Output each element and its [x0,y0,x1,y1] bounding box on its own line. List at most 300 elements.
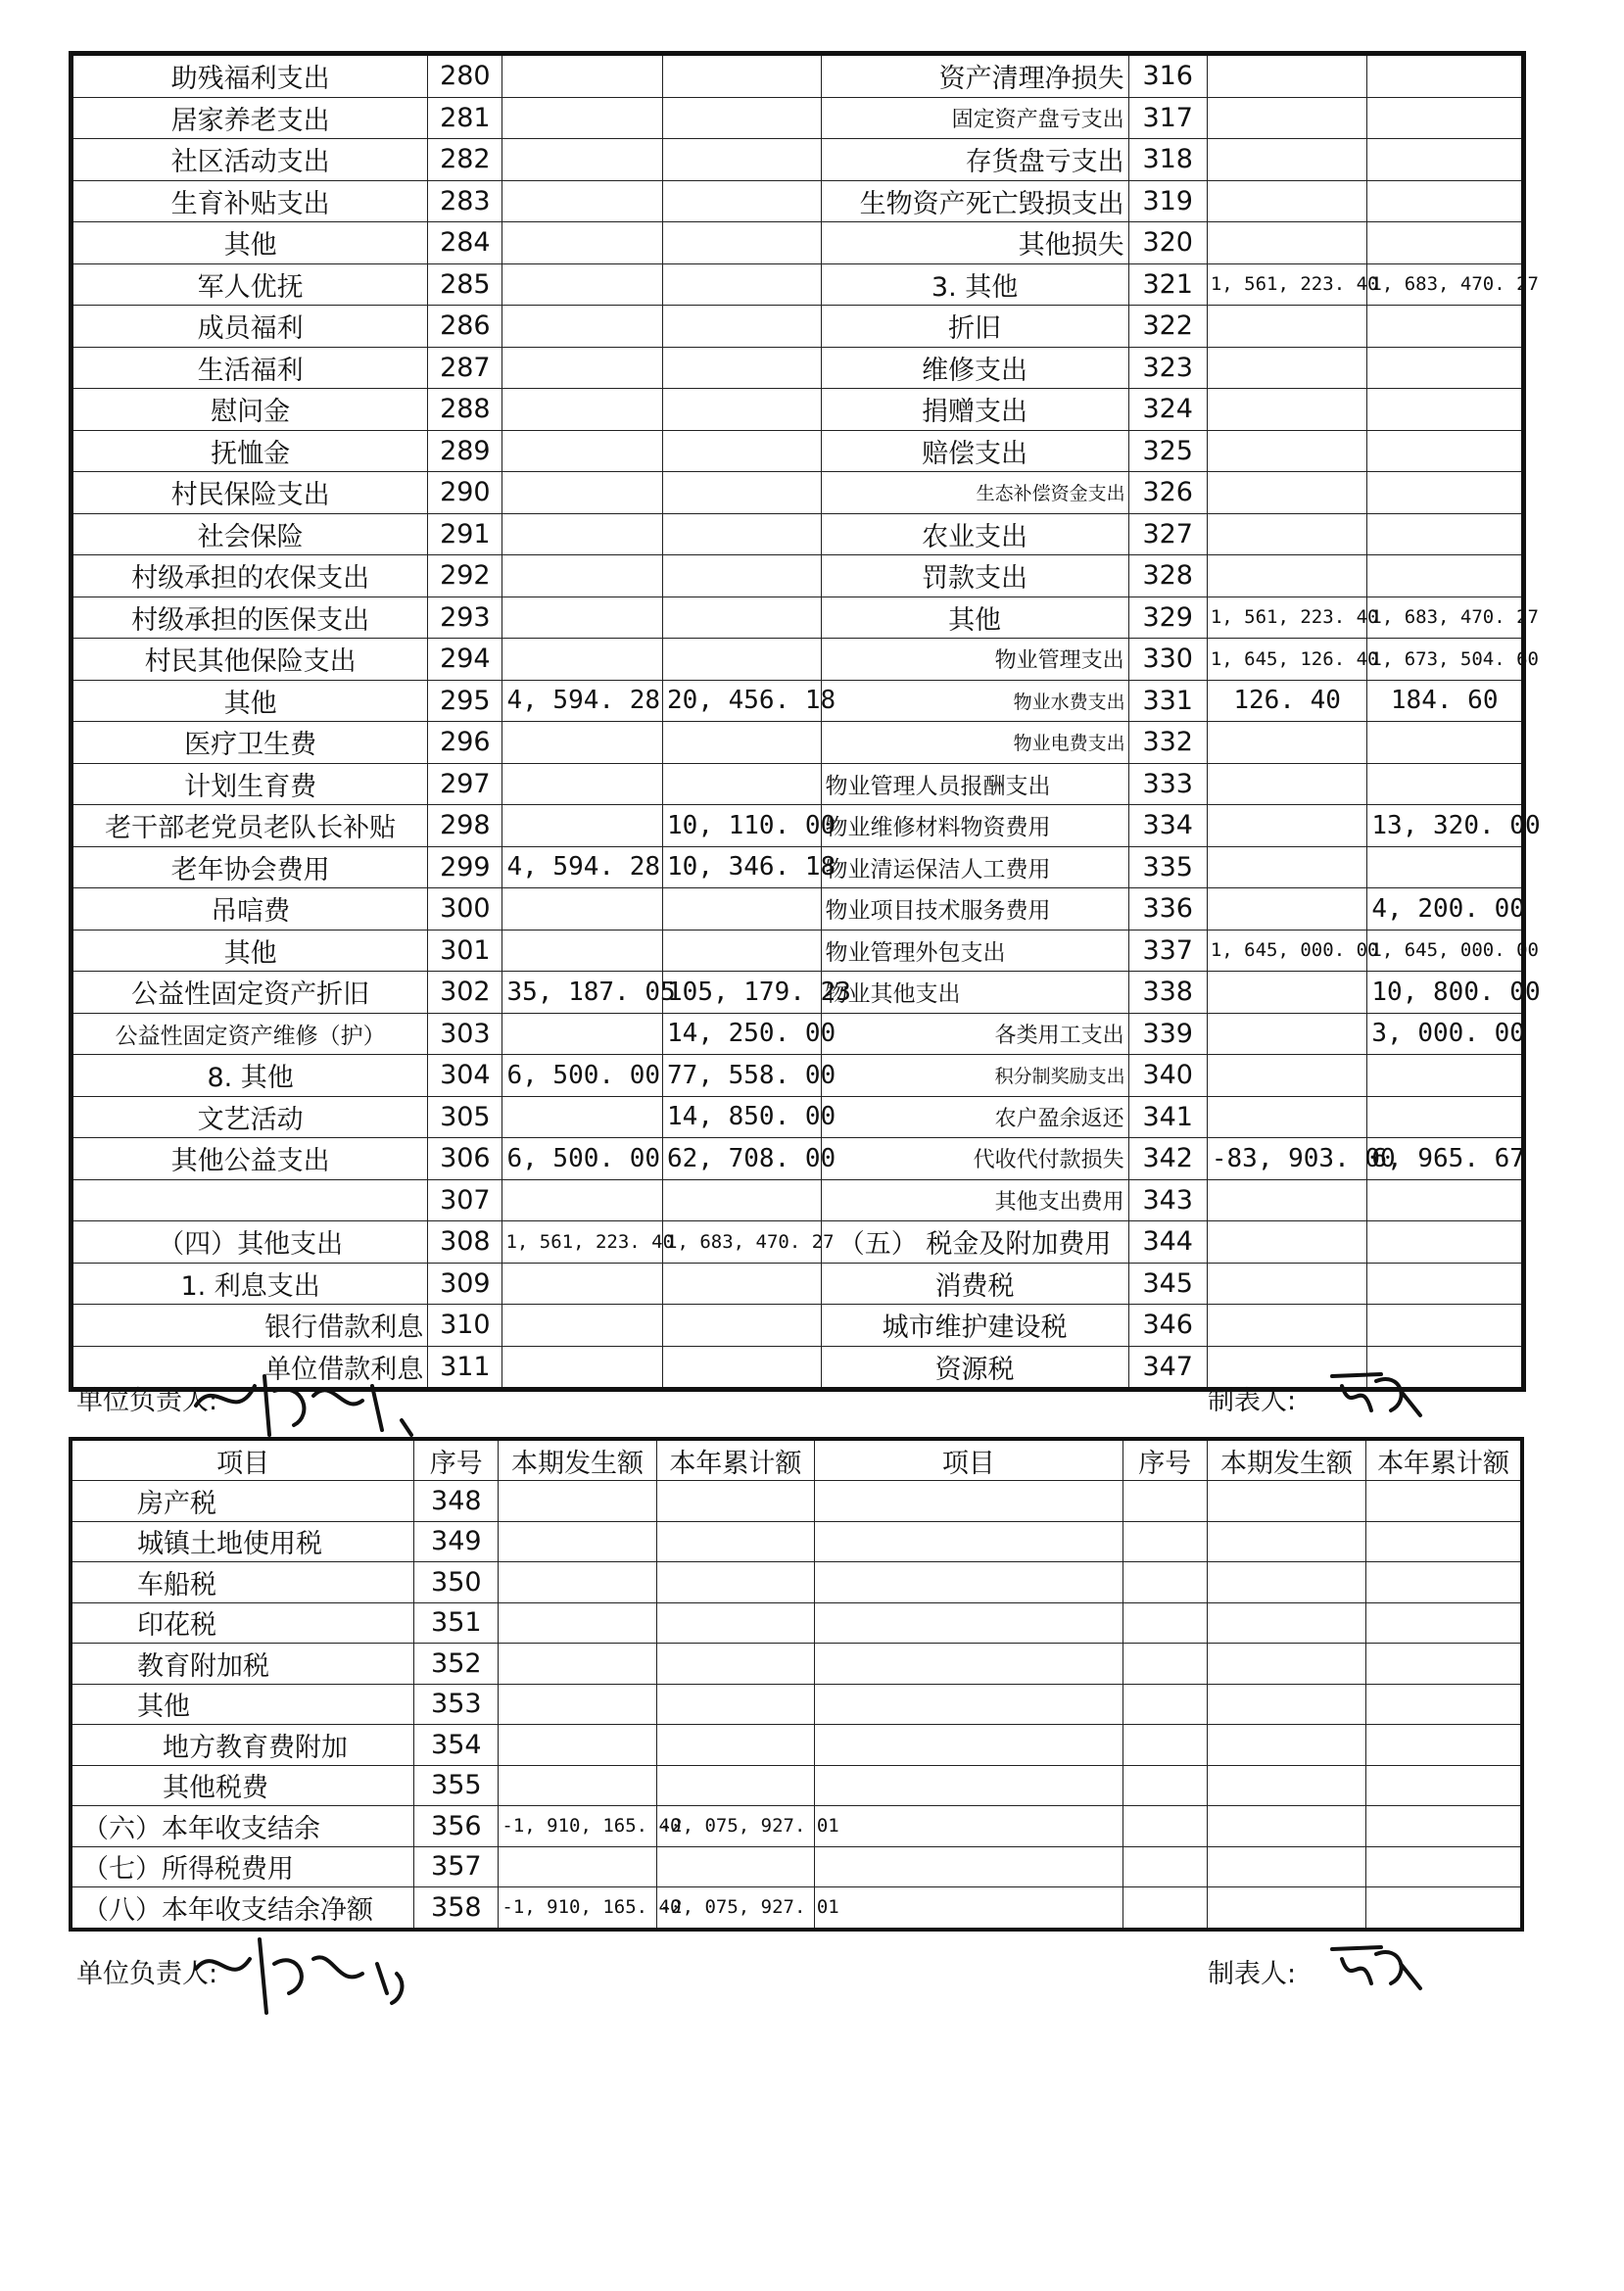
current-amount: 1, 561, 223. 40 [1207,597,1367,639]
current-amount [1207,846,1367,888]
empty-cell [1207,1644,1365,1685]
current-amount: 6, 500. 00 [502,1138,663,1180]
current-amount [502,597,663,639]
empty-cell [1122,1846,1207,1887]
table-row [72,1221,1524,1264]
ytd-amount: 77, 558. 00 [663,1055,822,1097]
empty-cell [815,1725,1123,1766]
current-amount [1207,763,1367,805]
item-label: 助残福利支出 [72,54,428,98]
row-number: 329 [1128,597,1207,639]
row-number: 291 [428,513,502,555]
row-number: 306 [428,1138,502,1180]
item-label: 文艺活动 [72,1096,428,1138]
ytd-amount: -2, 075, 927. 01 [656,1887,814,1930]
row-number: 353 [414,1684,499,1725]
current-amount [502,1179,663,1221]
item-label: 物业项目技术服务费用 [821,888,1128,931]
empty-cell [1366,1846,1522,1887]
item-label: 社会保险 [72,513,428,555]
row-number: 332 [1128,722,1207,764]
table-row [71,1725,1522,1766]
row-number: 339 [1128,1013,1207,1055]
table-row [72,180,1524,222]
row-number: 351 [414,1602,499,1644]
current-amount: 4, 594. 28 [502,680,663,722]
row-number: 310 [428,1305,502,1347]
principal-label-2: 单位负责人: [76,1959,218,1989]
ytd-amount: 13, 320. 00 [1367,805,1524,847]
ytd-amount [663,306,822,348]
column-header: 项目 [71,1439,414,1481]
item-label: 代收代付款损失 [821,1138,1128,1180]
ytd-amount: 1, 683, 470. 27 [1367,597,1524,639]
current-amount [1207,1096,1367,1138]
item-label: 生物资产死亡毁损支出 [821,180,1128,222]
item-label: 资源税 [821,1346,1128,1390]
ytd-amount: 1, 683, 470. 27 [663,1221,822,1264]
table-row [72,1096,1524,1138]
current-amount [502,472,663,514]
ytd-amount [1367,1055,1524,1097]
row-number: 305 [428,1096,502,1138]
row-number: 341 [1128,1096,1207,1138]
current-amount [499,1481,656,1522]
ytd-amount [1367,1179,1524,1221]
table-row [71,1806,1522,1847]
ytd-amount [1367,1096,1524,1138]
row-number: 285 [428,263,502,306]
empty-cell [1366,1521,1522,1562]
row-number: 296 [428,722,502,764]
ytd-amount [663,180,822,222]
preparer-label-2: 制表人: [1208,1959,1297,1989]
item-label: 其他 [821,597,1128,639]
row-number: 282 [428,139,502,181]
row-number: 299 [428,846,502,888]
table-row [71,1684,1522,1725]
ytd-amount: 20, 456. 18 [663,680,822,722]
current-amount [1207,1013,1367,1055]
empty-cell [1207,1806,1365,1847]
table-row [72,263,1524,306]
current-amount [502,54,663,98]
item-label: 消费税 [821,1263,1128,1305]
ytd-amount: 14, 850. 00 [663,1096,822,1138]
item-label: 物业管理外包支出 [821,930,1128,972]
empty-cell [1366,1684,1522,1725]
row-number: 320 [1128,222,1207,264]
row-number: 323 [1128,347,1207,389]
empty-cell [1207,1725,1365,1766]
ytd-amount [1367,763,1524,805]
row-number: 290 [428,472,502,514]
item-label: 地方教育费附加 [71,1725,414,1766]
row-number: 284 [428,222,502,264]
row-number: 283 [428,180,502,222]
empty-cell [1366,1725,1522,1766]
ytd-amount [1367,1221,1524,1264]
item-label: 村民保险支出 [72,472,428,514]
ytd-amount [1367,389,1524,431]
current-amount [502,139,663,181]
row-number: 344 [1128,1221,1207,1264]
ytd-amount [1367,180,1524,222]
current-amount [502,1305,663,1347]
empty-cell [815,1602,1123,1644]
item-label: 物业其他支出 [821,972,1128,1014]
ytd-amount [663,1305,822,1347]
current-amount [502,930,663,972]
table-row [72,972,1524,1014]
row-number: 324 [1128,389,1207,431]
current-amount [1207,472,1367,514]
item-label: 资产清理净损失 [821,54,1128,98]
item-label: 生活福利 [72,347,428,389]
ytd-amount [663,347,822,389]
row-number: 348 [414,1481,499,1522]
current-amount [499,1521,656,1562]
table-row [72,888,1524,931]
empty-cell [1122,1765,1207,1806]
table-row [72,1055,1524,1097]
row-number: 347 [1128,1346,1207,1390]
row-number: 349 [414,1521,499,1562]
ytd-amount [663,139,822,181]
empty-cell [1122,1644,1207,1685]
empty-cell [1122,1725,1207,1766]
current-amount [499,1765,656,1806]
table-row [72,306,1524,348]
row-number: 350 [414,1562,499,1603]
ytd-amount: 6, 965. 67 [1367,1138,1524,1180]
ytd-amount: 62, 708. 00 [663,1138,822,1180]
item-label: 车船税 [71,1562,414,1603]
row-number: 318 [1128,139,1207,181]
item-label: 其他 [71,1684,414,1725]
table-row [72,513,1524,555]
ytd-amount [1367,1263,1524,1305]
row-number: 293 [428,597,502,639]
expense-table-top [69,51,1541,1392]
table-row [72,763,1524,805]
ytd-amount [663,472,822,514]
row-number: 288 [428,389,502,431]
current-amount [1207,222,1367,264]
item-label: 成员福利 [72,306,428,348]
table-row [72,1179,1524,1221]
row-number: 346 [1128,1305,1207,1347]
row-number: 334 [1128,805,1207,847]
column-header: 项目 [815,1439,1123,1481]
item-label: 各类用工支出 [821,1013,1128,1055]
item-label: 农业支出 [821,513,1128,555]
item-label: 其他 [72,680,428,722]
ytd-amount [656,1644,814,1685]
empty-cell [1366,1765,1522,1806]
row-number: 345 [1128,1263,1207,1305]
row-number: 357 [414,1846,499,1887]
empty-cell [1207,1887,1365,1930]
current-amount: -83, 903. 00 [1207,1138,1367,1180]
current-amount [1207,1305,1367,1347]
current-amount: 6, 500. 00 [502,1055,663,1097]
item-label: 积分制奖励支出 [821,1055,1128,1097]
principal-signature [176,1347,431,1445]
empty-cell [1122,1806,1207,1847]
ytd-amount: 10, 800. 00 [1367,972,1524,1014]
current-amount [1207,54,1367,98]
item-label: 老年协会费用 [72,846,428,888]
row-number: 343 [1128,1179,1207,1221]
table-row [72,846,1524,888]
table-row [71,1602,1522,1644]
row-number: 311 [428,1346,502,1390]
empty-cell [1207,1481,1365,1522]
item-label: 8. 其他 [72,1055,428,1097]
current-amount [1207,805,1367,847]
item-label: 其他支出费用 [821,1179,1128,1221]
item-label: 赔偿支出 [821,430,1128,472]
item-label [72,1179,428,1221]
table-row [72,1263,1524,1305]
current-amount [502,1096,663,1138]
ytd-amount [1367,513,1524,555]
row-number: 294 [428,639,502,681]
empty-cell [815,1765,1123,1806]
current-amount [1207,972,1367,1014]
ytd-amount [1367,430,1524,472]
item-label: 捐赠支出 [821,389,1128,431]
row-number: 304 [428,1055,502,1097]
ytd-amount [656,1481,814,1522]
row-number: 317 [1128,97,1207,139]
empty-cell [1122,1562,1207,1603]
ytd-amount [656,1684,814,1725]
current-amount [499,1562,656,1603]
empty-cell [815,1644,1123,1685]
current-amount [499,1725,656,1766]
row-number: 337 [1128,930,1207,972]
row-number: 308 [428,1221,502,1264]
item-label: 房产税 [71,1481,414,1522]
current-amount [1207,139,1367,181]
empty-cell [815,1684,1123,1725]
ytd-amount [663,888,822,931]
item-label: 物业维修材料物资费用 [821,805,1128,847]
item-label: 物业管理人员报酬支出 [821,763,1128,805]
row-number: 298 [428,805,502,847]
current-amount [1207,1263,1367,1305]
row-number: 297 [428,763,502,805]
row-number: 330 [1128,639,1207,681]
empty-cell [815,1846,1123,1887]
table-row [72,805,1524,847]
current-amount [502,347,663,389]
item-label: 其他 [72,222,428,264]
item-label: 公益性固定资产维修（护） [72,1013,428,1055]
row-number: 326 [1128,472,1207,514]
row-number: 300 [428,888,502,931]
row-number: 325 [1128,430,1207,472]
empty-cell [1207,1765,1365,1806]
ytd-amount [1367,54,1524,98]
item-label: （八）本年收支结余净额 [71,1887,414,1930]
table-row [71,1846,1522,1887]
table-row [72,680,1524,722]
item-label: 其他税费 [71,1765,414,1806]
empty-cell [1366,1562,1522,1603]
principal-signature-2 [176,1915,421,2023]
empty-cell [1207,1684,1365,1725]
current-amount [499,1846,656,1887]
ytd-amount: 10, 110. 00 [663,805,822,847]
empty-cell [1122,1684,1207,1725]
current-amount [502,1346,663,1390]
item-label: 吊唁费 [72,888,428,931]
row-number: 335 [1128,846,1207,888]
ytd-amount [1367,306,1524,348]
preparer-signature-2 [1322,1930,1430,1998]
current-amount [1207,306,1367,348]
row-number: 354 [414,1725,499,1766]
row-number: 336 [1128,888,1207,931]
table-row [71,1521,1522,1562]
current-amount [1207,888,1367,931]
empty-cell [815,1521,1123,1562]
current-amount [502,306,663,348]
ytd-amount [663,597,822,639]
current-amount [1207,430,1367,472]
ytd-amount [1367,347,1524,389]
current-amount [502,555,663,597]
ytd-amount [663,222,822,264]
ytd-amount [656,1521,814,1562]
item-label: 物业清运保洁人工费用 [821,846,1128,888]
table-row [72,430,1524,472]
tax-table-bottom [69,1437,1524,1932]
ytd-amount [656,1725,814,1766]
item-label: 物业管理支出 [821,639,1128,681]
item-label: 农户盈余返还 [821,1096,1128,1138]
ytd-amount [1367,139,1524,181]
column-header: 本期发生额 [1207,1439,1365,1481]
ytd-amount: 1, 645, 000. 00 [1367,930,1524,972]
row-number: 295 [428,680,502,722]
ytd-amount: 184. 60 [1367,680,1524,722]
current-amount [502,722,663,764]
column-header: 本期发生额 [499,1439,656,1481]
ytd-amount [663,1263,822,1305]
current-amount [502,888,663,931]
ytd-amount [663,1346,822,1390]
row-number: 358 [414,1887,499,1930]
current-amount [502,430,663,472]
column-header: 本年累计额 [1366,1439,1522,1481]
ytd-amount [663,430,822,472]
current-amount: -1, 910, 165. 40 [499,1806,656,1847]
empty-cell [1122,1521,1207,1562]
table-row [72,597,1524,639]
ytd-amount [1367,722,1524,764]
current-amount [499,1602,656,1644]
item-label: 村级承担的医保支出 [72,597,428,639]
empty-cell [815,1481,1123,1522]
ytd-amount [656,1562,814,1603]
table-header-row [71,1439,1522,1481]
ytd-amount [656,1846,814,1887]
table-row [72,722,1524,764]
row-number: 281 [428,97,502,139]
column-header: 序号 [414,1439,499,1481]
current-amount [1207,97,1367,139]
table-row [71,1481,1522,1522]
current-amount [502,97,663,139]
row-number: 302 [428,972,502,1014]
ytd-amount: 10, 346. 18 [663,846,822,888]
current-amount: 4, 594. 28 [502,846,663,888]
row-number: 292 [428,555,502,597]
current-amount: 1, 561, 223. 40 [502,1221,663,1264]
current-amount: 35, 187. 05 [502,972,663,1014]
preparer-label: 制表人: [1208,1386,1297,1416]
item-label: （六）本年收支结余 [71,1806,414,1847]
item-label: 固定资产盘亏支出 [821,97,1128,139]
item-label: （七）所得税费用 [71,1846,414,1887]
current-amount [1207,513,1367,555]
current-amount [502,180,663,222]
ytd-amount: 1, 673, 504. 60 [1367,639,1524,681]
table-row [72,1305,1524,1347]
current-amount [499,1684,656,1725]
row-number: 331 [1128,680,1207,722]
ytd-amount [656,1602,814,1644]
row-number: 322 [1128,306,1207,348]
current-amount [502,763,663,805]
ytd-amount: 105, 179. 23 [663,972,822,1014]
row-number: 321 [1128,263,1207,306]
ytd-amount [1367,472,1524,514]
row-number: 356 [414,1806,499,1847]
row-number: 327 [1128,513,1207,555]
empty-cell [815,1562,1123,1603]
item-label: 存货盘亏支出 [821,139,1128,181]
row-number: 316 [1128,54,1207,98]
row-number: 287 [428,347,502,389]
empty-cell [1366,1644,1522,1685]
current-amount: 126. 40 [1207,680,1367,722]
empty-cell [1366,1806,1522,1847]
item-label: 生态补偿资金支出 [821,472,1128,514]
item-label: 其他 [72,930,428,972]
ytd-amount [663,930,822,972]
item-label: 1. 利息支出 [72,1263,428,1305]
ytd-amount [663,97,822,139]
row-number: 301 [428,930,502,972]
item-label: 生育补贴支出 [72,180,428,222]
item-label: 其他损失 [821,222,1128,264]
item-label: 3. 其他 [821,263,1128,306]
current-amount [502,263,663,306]
item-label: （五） 税金及附加费用 [821,1221,1128,1264]
item-label: 社区活动支出 [72,139,428,181]
table-row [72,222,1524,264]
row-number: 289 [428,430,502,472]
ytd-amount [1367,222,1524,264]
empty-cell [1207,1602,1365,1644]
item-label: 居家养老支出 [72,97,428,139]
item-label: 维修支出 [821,347,1128,389]
